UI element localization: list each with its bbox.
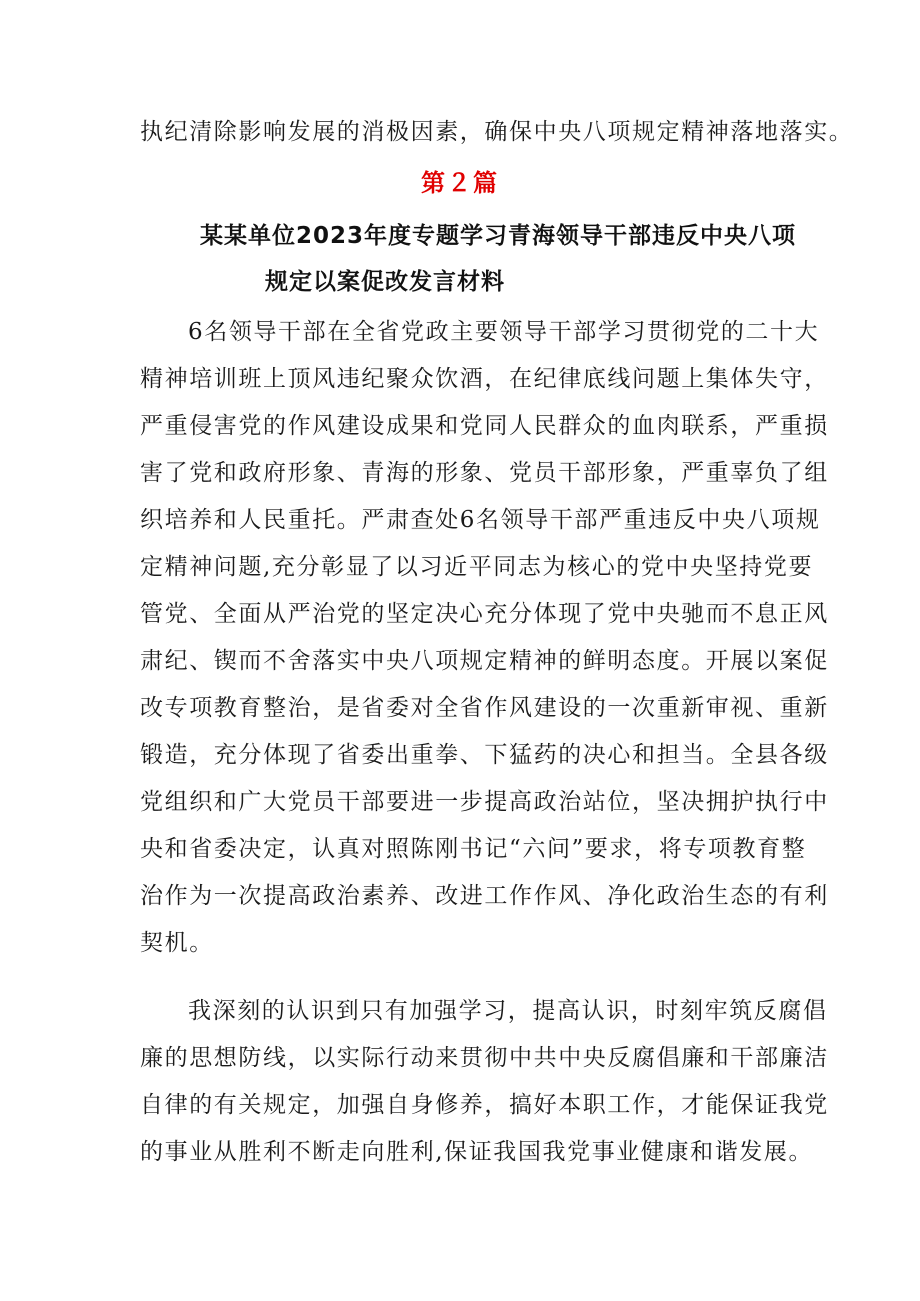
paragraph-1-line: 管党、全面从严治党的坚定决心充分体现了党中央驰而不息正风 (140, 601, 829, 627)
paragraph-2-line: 我深刻的认识到只有加强学习，提高认识，时刻牢筑反腐倡 (188, 998, 828, 1024)
document-title-line-1: 某某单位2023年度专题学习青海领导干部违反中央八项 (200, 223, 797, 249)
paragraph-1-line: 严重侵害党的作风建设成果和党同人民群众的血肉联系，严重损 (140, 413, 829, 439)
paragraph-1-line: 党组织和广大党员干部要进一步提高政治站位，坚决拥护执行中 (140, 789, 829, 815)
paragraph-2-line: 自律的有关规定，加强自身修养，搞好本职工作，才能保证我党 (140, 1092, 829, 1118)
paragraph-1-line: 治作为一次提高政治素养、改进工作作风、净化政治生态的有利 (140, 883, 829, 909)
paragraph-1-line: 锻造，充分体现了省委出重拳、下猛药的决心和担当。全县各级 (140, 742, 829, 768)
section-heading: 第２篇 (421, 169, 499, 197)
paragraph-1-line: 契机。 (140, 930, 214, 956)
paragraph-1-line: 6名领导干部在全省党政主要领导干部学习贯彻党的二十大 (188, 319, 820, 345)
paragraph-1-line: 织培养和人民重托。严肃查处6名领导干部严重违反中央八项规 (140, 507, 821, 533)
paragraph-1-line: 精神培训班上顶风违纪聚众饮酒，在纪律底线问题上集体失守， (140, 366, 829, 392)
paragraph-1-line: 定精神问题,充分彰显了以习近平同志为核心的党中央坚持党要 (140, 554, 814, 580)
document-title-line-2: 规定以案促改发言材料 (265, 269, 505, 295)
paragraph-1-line: 肃纪、锲而不舍落实中央八项规定精神的鲜明态度。开展以案促 (140, 648, 829, 674)
paragraph-1-line: 央和省委决定，认真对照陈刚书记“六问”要求，将专项教育整 (140, 836, 807, 862)
paragraph-2-line: 廉的思想防线，以实际行动来贯彻中共中央反腐倡廉和干部廉洁 (140, 1045, 829, 1071)
paragraph-1-line: 害了党和政府形象、青海的形象、党员干部形象，严重辜负了组 (140, 460, 829, 486)
paragraph-2-line: 的事业从胜利不断走向胜利,保证我国我党事业健康和谐发展。 (140, 1139, 814, 1165)
top-line: 执纪清除影响发展的消极因素，确保中央八项规定精神落地落实。 (140, 119, 854, 145)
paragraph-1-line: 改专项教育整治，是省委对全省作风建设的一次重新审视、重新 (140, 695, 829, 721)
